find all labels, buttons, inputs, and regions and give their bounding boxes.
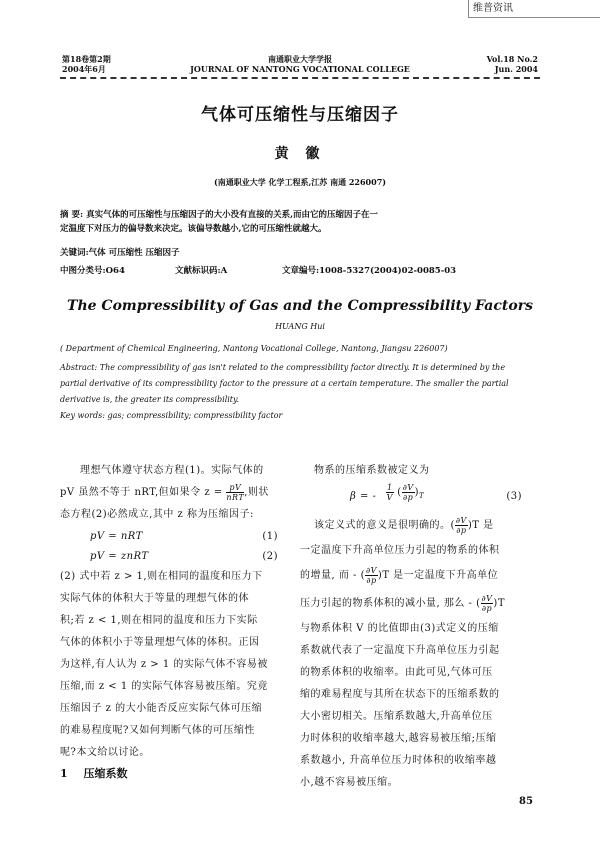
- equation-number: (3): [506, 491, 522, 502]
- body-line: 的难易程度呢?又如何判断气体的可压缩性: [60, 725, 255, 736]
- right-column: [300, 460, 522, 794]
- body-line: 与物系体积 V 的比值即由(3)式定义的压缩: [300, 623, 499, 634]
- body-line: 态方程(2)必然成立,其中 z 称为压缩因子:: [60, 509, 254, 520]
- class-number: 中图分类号:O64: [60, 266, 125, 276]
- abstract-cn: [60, 208, 530, 236]
- body-line: pV 虽然不等于 nRT,但如果令 z = $\frac{pV}{\text{nRT}}$ ,则状: [60, 483, 269, 502]
- issue-date-en: Jun. 2004: [494, 64, 538, 74]
- author-affiliation: (南通职业大学 化学工程系,江苏 南通 226007): [213, 177, 387, 187]
- english-abstract: [60, 360, 520, 424]
- equation-3: β = - $\frac{1}{V}$ ( $\frac{\partial V}{\partial p}$ )$_T$ (3): [300, 482, 522, 512]
- keywords-label: 关键词:: [60, 248, 89, 258]
- body-line: 该定义式的意义是很明确的。( $\frac{\partial V}{\partial p}$ )T 是: [314, 516, 494, 535]
- body-line: 压力引起的物系体积的减小量, 那么 - ( $\frac{\partial V}{\partial p}$ )T: [300, 594, 505, 613]
- body-line: 系数越小, 升高单位压力时体积的收缩率越: [300, 755, 497, 766]
- article-title: 气体可压缩性与压缩因子: [201, 105, 399, 125]
- keywords-cn: [60, 246, 530, 260]
- classification-row: [60, 264, 530, 278]
- body-line: 大小密切相关。压缩系数越大,升高单位压: [300, 711, 493, 722]
- keywords-value: 气体 可压缩性 压缩因子: [88, 248, 180, 258]
- equation-2: pV = znRT (2): [60, 546, 278, 566]
- body-line: 小,越不容易被压缩。: [300, 777, 399, 788]
- body-line: 气体的体积小于等量理想气体的体积。正因: [60, 637, 260, 648]
- body-line: 缩的难易程度与其所在状态下的压缩系数的: [300, 689, 500, 700]
- body-line: 系数就代表了一定温度下升高单位压力引起: [300, 645, 500, 656]
- body-line: (2) 式中若 z > 1,则在相同的温度和压力下: [60, 571, 263, 582]
- pv-over-nrt-fraction: $\frac{pV}{\text{nRT}}$: [226, 483, 245, 502]
- body-line: 物系的压缩系数被定义为: [314, 465, 430, 476]
- header-divider: [60, 77, 540, 79]
- english-author: HUANG Hui: [275, 322, 325, 331]
- section-title: 压缩系数: [83, 767, 128, 780]
- english-keywords: Key words: gas; compressibility; compressibility factor: [60, 411, 283, 420]
- header-right: [487, 54, 538, 74]
- body-line: 压缩,而 z < 1 的实际气体容易被压缩。究竟: [60, 681, 268, 692]
- body-line: 为这样,有人认为 z > 1 的实际气体不容易被: [60, 659, 268, 670]
- english-affiliation: ( Department of Chemical Engineering, Nantong Vocational College, Nantong, Jiangsu 226007): [60, 344, 448, 353]
- abstract-line: 摘 要: 真实气体的可压缩性与压缩因子的大小没有直接的关系,而由它的压缩因子在一: [60, 210, 379, 220]
- partial-v-partial-p-fraction: $\frac{\partial V}{\partial p}$: [366, 566, 377, 585]
- one-over-v-fraction: $\frac{1}{V}$: [386, 483, 393, 502]
- journal-name-en: JOURNAL OF NANTONG VOCATIONAL COLLEGE: [190, 64, 410, 74]
- body-line: 压缩因子 z 的大小能否反应实际气体可压缩: [60, 703, 263, 714]
- partial-v-partial-p-fraction: $\frac{\partial V}{\partial p}$: [402, 483, 414, 502]
- volume-issue-en: Vol.18 No.2: [486, 54, 538, 64]
- body-line: 呢?本文给以讨论。: [60, 747, 150, 758]
- author-name: 黄 徽: [274, 146, 326, 162]
- body-line: 实际气体的体积大于等量的理想气体的体: [60, 593, 249, 604]
- partial-v-partial-p-fraction: $\frac{\partial V}{\partial p}$: [481, 594, 493, 613]
- english-title: The Compressibility of Gas and the Compressibility Factors: [67, 298, 533, 314]
- section-number: 1: [60, 767, 68, 780]
- equation-number: (2): [262, 551, 278, 562]
- doc-code: 文献标识码:A: [175, 266, 228, 276]
- body-line: 力时体积的收缩率越大,越容易被压缩;压缩: [300, 733, 497, 744]
- abstract-label: 摘 要:: [60, 210, 84, 220]
- english-abstract-line: partial derivative of its compressibility factor to the pressure at a certain temperature. The smaller the partial: [60, 379, 509, 388]
- left-column: [60, 460, 278, 764]
- journal-name-cn: 南通职业大学学报: [268, 54, 332, 64]
- body-line: 的物系体积的收缩率。由此可见,气体可压: [300, 667, 493, 678]
- body-line: 一定温度下升高单位压力引起的物系的体积: [300, 545, 500, 556]
- abstract-line: 定温度下对压力的偏导数来决定。该偏导数越小,它的可压缩性就越大。: [60, 224, 327, 234]
- english-abstract-line: derivative is, the greater its compressibility.: [60, 395, 240, 404]
- english-abstract-line: Abstract: The compressibility of gas isn't related to the compressibility factor directly. It is determined by the: [60, 363, 506, 372]
- body-line: 积;若 z < 1,则在相同的温度和压力下实际: [60, 615, 258, 626]
- partial-v-partial-p-fraction: $\frac{\partial V}{\partial p}$: [455, 516, 467, 535]
- source-tag: 维普资讯: [468, 0, 600, 18]
- equation-1: pV = nRT (1): [60, 526, 278, 546]
- volume-issue: 第18卷第2期: [62, 54, 111, 64]
- issue-date: 2004年6月: [62, 64, 106, 74]
- body-line: 的增量, 而 - ( $\frac{\partial V}{\partial p}$ )T 是一定温度下升高单位: [300, 566, 499, 585]
- equation-number: (1): [262, 531, 278, 542]
- article-number: 文章编号:1008-5327(2004)02-0085-03: [282, 266, 457, 276]
- section-heading: [60, 765, 128, 781]
- body-line: 理想气体遵守状态方程(1)。实际气体的: [80, 465, 264, 476]
- page-number: 85: [519, 796, 533, 807]
